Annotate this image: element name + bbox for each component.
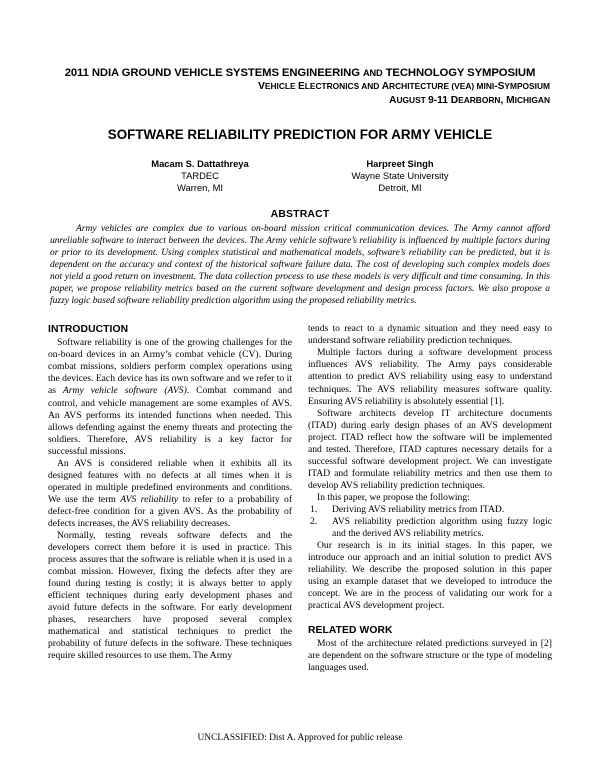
body-columns [48, 323, 552, 674]
left-column [48, 323, 292, 674]
author-location: Warren, MI [176, 182, 223, 194]
conference-title-and: AND [362, 68, 383, 78]
conference-title-line [48, 66, 552, 80]
paragraph-intro-3: Normally, testing reveals software defects and the developers correct them before it is used in practice. This process assures that the software is reliable when it is used in a combat mission. However, fixing the defects after they are found during testing is costly; it is always better to apply efficient techniques during early development phases and avoid future defects in the software. For early development phases, researchers have proposed several complex mathematical and statistical techniques to predict the probability of future defects in the software. These techniques require skilled resources to use them. The Army [48, 530, 292, 662]
section-heading-introduction: INTRODUCTION [48, 324, 129, 336]
author-name: Harpreet Singh [366, 158, 434, 169]
proposal-list [308, 504, 552, 540]
intro-2-text-a: An AVS is considered reliable when it exhibits all its designed features with no defects at all times when it is operated in multiple predefined environments and conditions. We use the term [48, 457, 292, 505]
intro-2-text-b: to refer to a probability of defect-free condition for a given AVS. As the probability of defects increases, the AVS reliability decreases. [48, 493, 293, 529]
paragraph-right-2: Multiple factors during a software development process influences AVS reliability. The Army pays considerable attention to predict AVS reliability using easy to understand techniques. The AVS reliability measures software quality. Ensuring AVS reliability is absolutely essential [1]. [308, 347, 552, 407]
author-name: Macam S. Dattathreya [151, 158, 249, 169]
vea-rchitecture: RCHITECTURE (VEA) M [389, 81, 484, 91]
paragraph-intro-1 [48, 337, 292, 457]
intro-1-text-a: Software reliability is one of the growing challenges for the on-board devices in an Army’s combat vehicle (CV). During combat missions, soldiers perform complex operations using the devices. Each device has its own software and we refer to it as [48, 337, 292, 397]
date-earborn: EARBORN [458, 94, 501, 105]
date-day-d: 9-11 D [428, 94, 459, 106]
conference-header [48, 66, 552, 107]
page-title: SOFTWARE RELIABILITY PREDICTION FOR ARMY VEHICLE [107, 127, 493, 142]
conference-title-part2: TECHNOLOGY SYMPOSIUM [382, 67, 536, 79]
paragraph-proposal-lead: In this paper, we propose the following: [317, 491, 470, 503]
paragraph-intro-continued: tends to react to a dynamic situation and they need easy to understand software reliability prediction techniques. [308, 323, 552, 347]
vea-ymposium: YMPOSIUM [504, 81, 550, 91]
author-list [48, 158, 552, 195]
list-item-label: AVS reliability prediction algorithm using fuzzy logic and the derived AVS reliability metrics. [332, 516, 552, 540]
vea-e: E [297, 81, 305, 92]
list-item-number: 2. [310, 516, 318, 528]
intro-1-term-avs: Army vehicle software (AVS) [62, 385, 187, 397]
conference-subtitle-line [48, 80, 552, 94]
vea-ini: INI [483, 81, 495, 91]
date-ugust: UGUST [396, 94, 429, 105]
vea-a: A [381, 81, 390, 92]
vea-v: V [258, 81, 265, 92]
vea-lectronics-and: LECTRONICS AND [304, 81, 382, 91]
date-a: A [389, 94, 397, 106]
vea-dash-s: -S [494, 81, 505, 92]
author-affiliation: TARDEC [181, 170, 219, 182]
abstract-heading: ABSTRACT [270, 208, 330, 220]
intro-2-term-avs-reliability: AVS reliability [120, 493, 179, 505]
vea-ehicle: EHICLE [264, 81, 298, 91]
list-item [308, 504, 552, 516]
footer-classification: UNCLASSIFIED: Dist A. Approved for public release [197, 733, 403, 743]
paragraph-intro-2 [48, 458, 292, 530]
conference-date-line [48, 94, 552, 108]
author-location: Detroit, MI [378, 182, 422, 194]
paragraph-right-3: Software architects develop IT architecture documents (ITAD) during early design phases of an AVS development project. ITAD reflect how the software will be implemented and tested. Therefore, ITAD captures necessary details for a successful software development project. We can investigate ITAD and formulate reliability metrics and then use them to develop AVS reliability prediction techniques. [308, 407, 552, 491]
date-ichigan: ICHIGAN [514, 94, 550, 105]
conference-title-part1: 2011 NDIA GROUND VEHICLE SYSTEMS ENGINEERING [64, 67, 363, 79]
intro-1-text-b: . Combat command and control, and vehicle management are some examples of AVS. An AVS performs its intended functions when needed. This allows defending against the enemy threats and protecting the soldiers. Therefore, AVS reliability is a key factor for successful missions. [48, 385, 293, 457]
date-comma-m: , M [500, 94, 515, 106]
paragraph-related-work-1: Most of the architecture related predictions surveyed in [2] are dependent on the software structure or the type of modeling languages used. [308, 638, 552, 674]
author-block-2 [300, 158, 500, 195]
paragraph-right-5: Our research is in its initial stages. In this paper, we introduce our approach and an initial solution to predict AVS reliability. We describe the proposed solution in this paper using an example dataset that we developed to introduce the concept. We are in the process of validating our work for a practical AVS development project. [308, 540, 552, 612]
author-affiliation: Wayne State University [351, 170, 449, 182]
author-block-1 [100, 158, 300, 195]
list-item-label: Deriving AVS reliability metrics from ITAD. [332, 503, 505, 515]
right-column [308, 323, 552, 674]
section-heading-related-work: RELATED WORK [308, 625, 393, 637]
list-item [308, 516, 552, 540]
list-item-number: 1. [310, 503, 318, 515]
abstract-text: Army vehicles are complex due to various on-board mission critical communication devices. The Army cannot afford unreliable software to interact between the devices. The Army vehicle software’s reliability is influenced by multiple factors during or prior to its development. Using complex statistical and mathematical models, software’s reliability can be predicted, but it is dependent on the accuracy and context of the historical software failure data. The cost of developing such complex models does not yield a good return on investment. The data collection process to use these models is very difficult and time consuming. In this paper, we propose reliability metrics based on the current software development and design process factors. We also propose a fuzzy logic based software reliability prediction algorithm using the proposed reliability metrics. [50, 223, 550, 307]
